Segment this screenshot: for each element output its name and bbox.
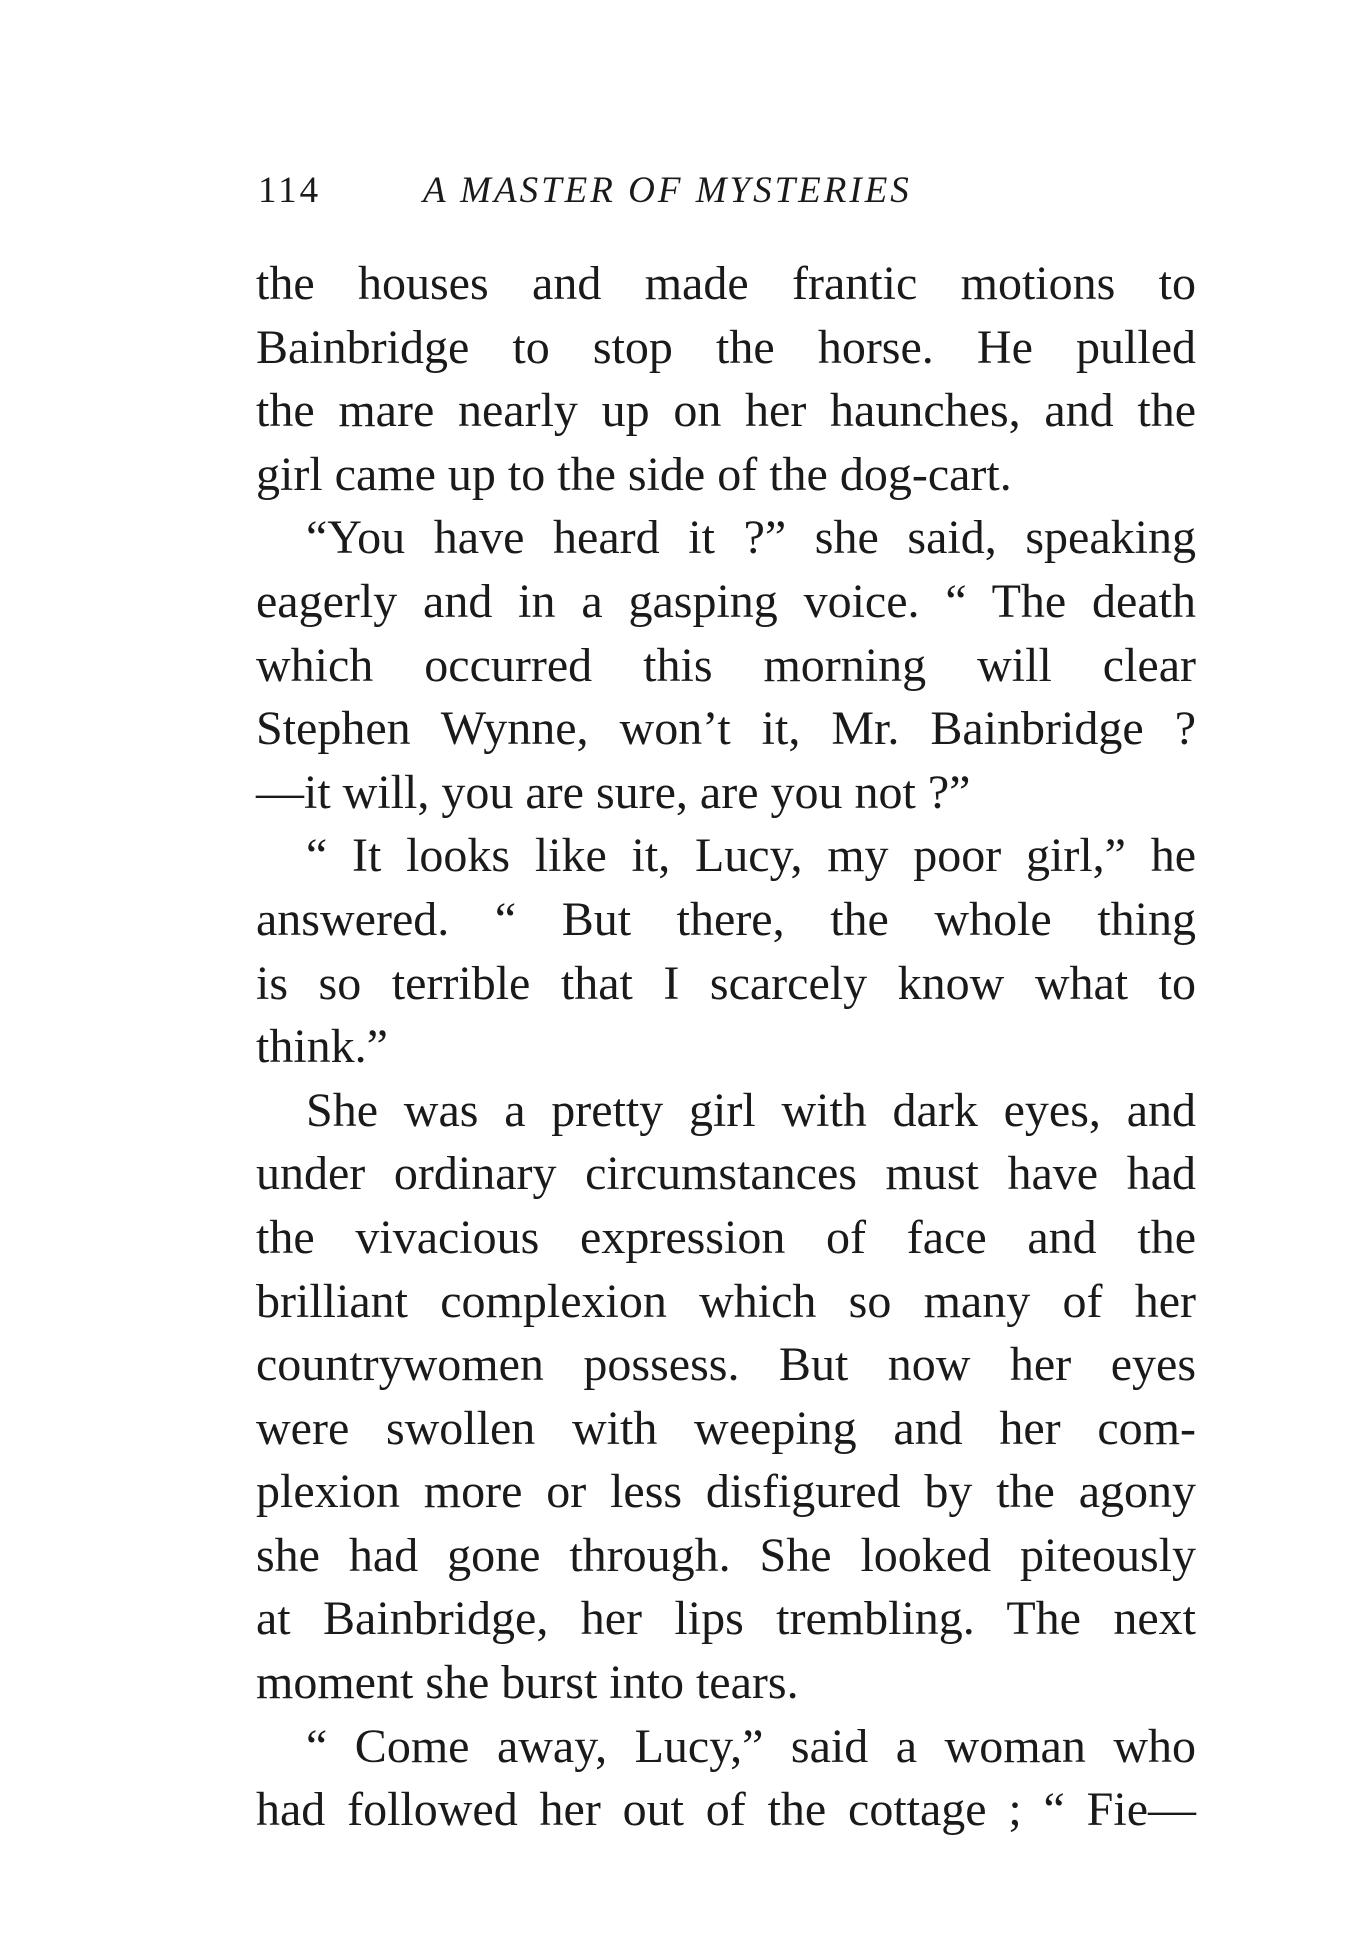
text-line: girl came up to the side of the dog-cart. bbox=[256, 447, 1012, 501]
text-line: eagerly and in a gasping voice. “ The death bbox=[256, 574, 1196, 628]
text-line: She was a pretty girl with dark eyes, and bbox=[306, 1083, 1196, 1137]
text-line: Stephen Wynne, won’t it, Mr. Bainbridge ? bbox=[256, 702, 1196, 756]
text-line: Bainbridge to stop the horse. He pulled bbox=[256, 320, 1196, 374]
body-text bbox=[256, 252, 1196, 1842]
running-title: A MASTER OF MYSTERIES bbox=[423, 170, 912, 211]
text-line: she had gone through. She looked piteously bbox=[256, 1528, 1196, 1582]
text-line: think.” bbox=[256, 1020, 388, 1074]
text-line: the vivacious expression of face and the bbox=[256, 1210, 1196, 1264]
text-line: countrywomen possess. But now her eyes bbox=[256, 1338, 1196, 1392]
text-line: were swollen with weeping and her com- bbox=[256, 1401, 1196, 1455]
text-line: “You have heard it ?” she said, speaking bbox=[306, 511, 1196, 565]
text-line: moment she burst into tears. bbox=[256, 1656, 799, 1710]
text-line: “ It looks like it, Lucy, my poor girl,” he bbox=[306, 829, 1196, 883]
page-header bbox=[258, 166, 1198, 216]
text-line: which occurred this morning will clear bbox=[256, 638, 1196, 692]
text-line: “ Come away, Lucy,” said a woman who bbox=[306, 1719, 1196, 1773]
text-line: the houses and made frantic motions to bbox=[256, 257, 1196, 310]
text-line: answered. “ But there, the whole thing bbox=[256, 892, 1196, 946]
page-number: 114 bbox=[258, 170, 322, 211]
text-line: the mare nearly up on her haunches, and the bbox=[256, 384, 1196, 438]
text-line: at Bainbridge, her lips trembling. The next bbox=[256, 1592, 1196, 1646]
text-line: brilliant complexion which so many of her bbox=[256, 1274, 1196, 1328]
text-line: had followed her out of the cottage ; “ Fie— bbox=[256, 1783, 1196, 1837]
text-line: is so terrible that I scarcely know what to bbox=[256, 956, 1196, 1010]
text-line: under ordinary circumstances must have had bbox=[256, 1147, 1196, 1201]
text-line: plexion more or less disfigured by the agony bbox=[256, 1465, 1196, 1519]
text-line: —it will, you are sure, are you not ?” bbox=[256, 765, 971, 819]
